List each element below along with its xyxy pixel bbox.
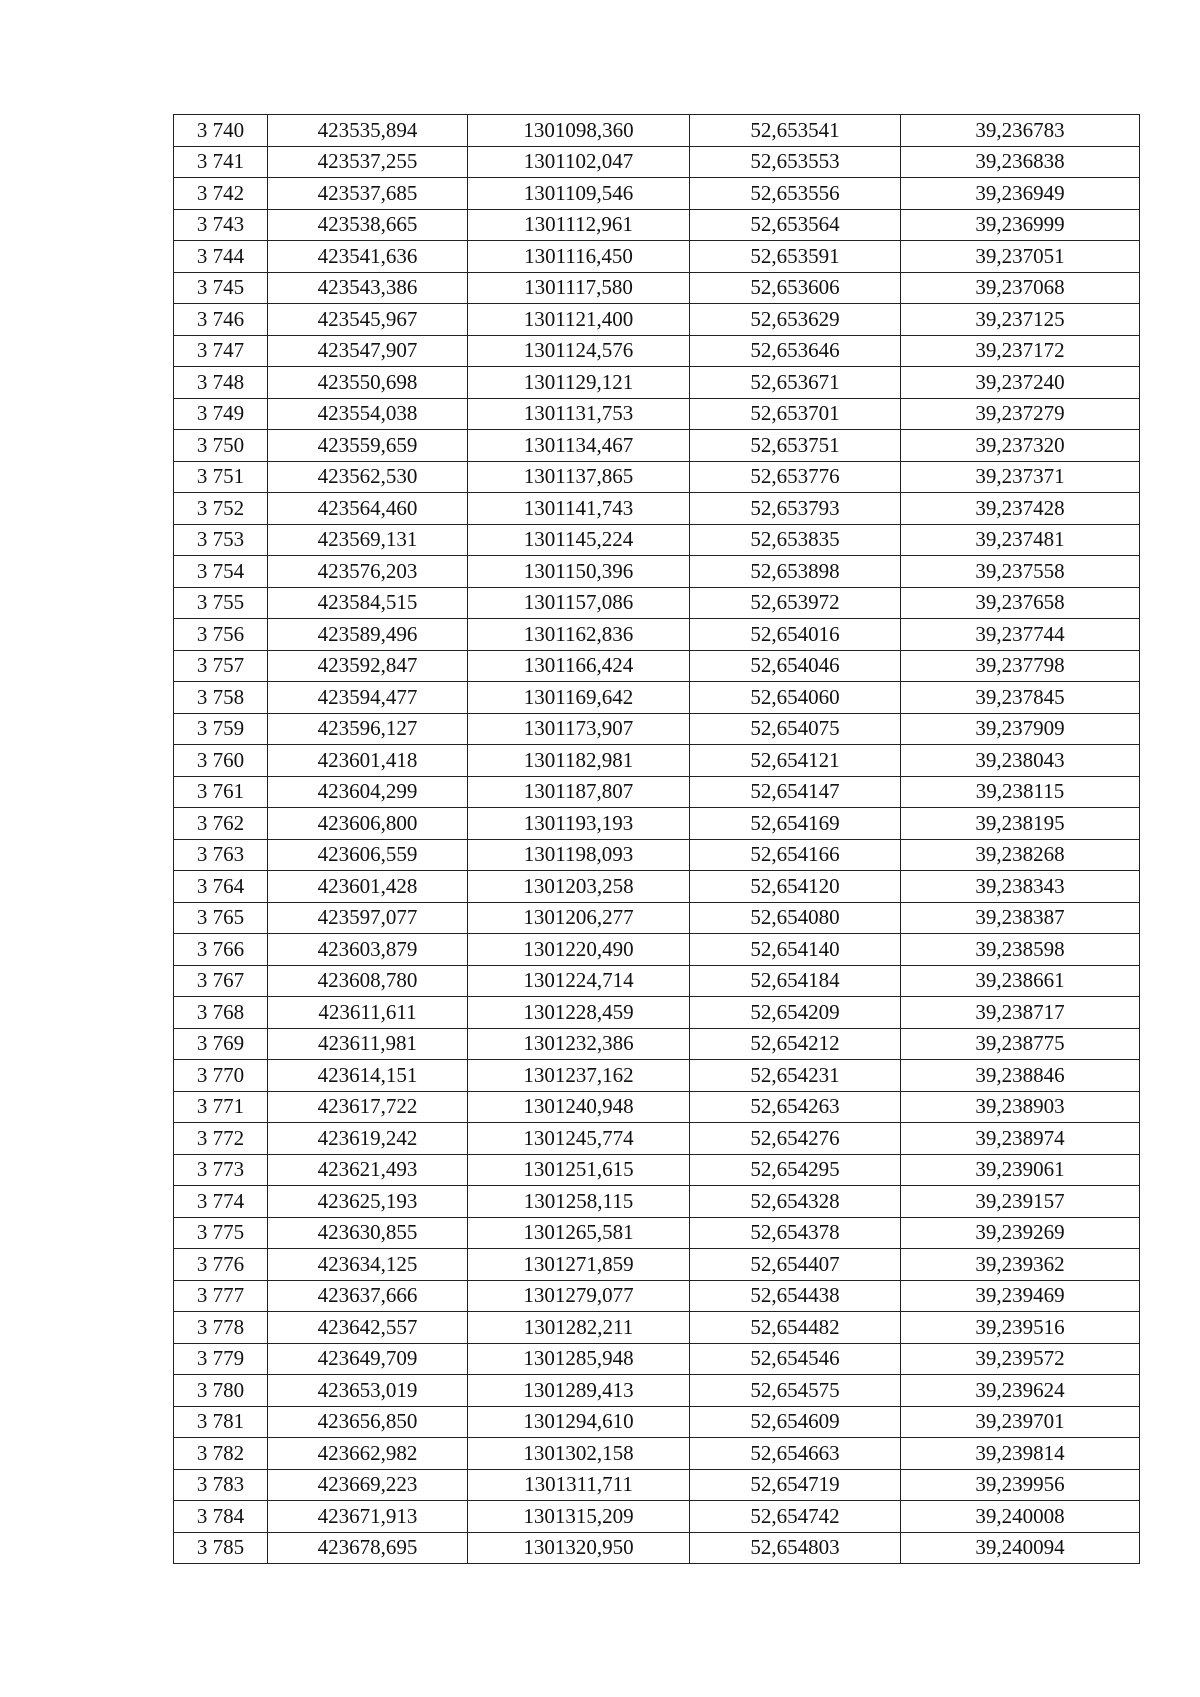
longitude-cell: 39,240094 (901, 1532, 1140, 1564)
point-number-cell: 3 756 (174, 619, 268, 651)
latitude-cell: 52,654276 (690, 1123, 901, 1155)
latitude-cell: 52,654407 (690, 1249, 901, 1281)
latitude-cell: 52,654378 (690, 1217, 901, 1249)
table-row (174, 1438, 1140, 1470)
longitude-cell: 39,239157 (901, 1186, 1140, 1218)
table-row (174, 1375, 1140, 1407)
point-number-cell: 3 781 (174, 1406, 268, 1438)
y-coordinate-cell: 1301302,158 (468, 1438, 690, 1470)
latitude-cell: 52,654609 (690, 1406, 901, 1438)
table-row (174, 682, 1140, 714)
x-coordinate-cell: 423559,659 (268, 430, 468, 462)
y-coordinate-cell: 1301320,950 (468, 1532, 690, 1564)
table-row (174, 1280, 1140, 1312)
point-number-cell: 3 761 (174, 776, 268, 808)
y-coordinate-cell: 1301102,047 (468, 146, 690, 178)
point-number-cell: 3 776 (174, 1249, 268, 1281)
x-coordinate-cell: 423569,131 (268, 524, 468, 556)
latitude-cell: 52,653541 (690, 115, 901, 147)
point-number-cell: 3 744 (174, 241, 268, 273)
point-number-cell: 3 752 (174, 493, 268, 525)
table-row (174, 304, 1140, 336)
x-coordinate-cell: 423541,636 (268, 241, 468, 273)
y-coordinate-cell: 1301251,615 (468, 1154, 690, 1186)
latitude-cell: 52,654328 (690, 1186, 901, 1218)
x-coordinate-cell: 423653,019 (268, 1375, 468, 1407)
latitude-cell: 52,653671 (690, 367, 901, 399)
table-row (174, 1060, 1140, 1092)
latitude-cell: 52,654719 (690, 1469, 901, 1501)
longitude-cell: 39,237909 (901, 713, 1140, 745)
y-coordinate-cell: 1301271,859 (468, 1249, 690, 1281)
longitude-cell: 39,238115 (901, 776, 1140, 808)
latitude-cell: 52,654184 (690, 965, 901, 997)
y-coordinate-cell: 1301245,774 (468, 1123, 690, 1155)
latitude-cell: 52,654231 (690, 1060, 901, 1092)
longitude-cell: 39,239624 (901, 1375, 1140, 1407)
y-coordinate-cell: 1301220,490 (468, 934, 690, 966)
table-row (174, 335, 1140, 367)
table-row (174, 745, 1140, 777)
latitude-cell: 52,654075 (690, 713, 901, 745)
y-coordinate-cell: 1301098,360 (468, 115, 690, 147)
latitude-cell: 52,654140 (690, 934, 901, 966)
point-number-cell: 3 773 (174, 1154, 268, 1186)
table-row (174, 965, 1140, 997)
y-coordinate-cell: 1301117,580 (468, 272, 690, 304)
longitude-cell: 39,239572 (901, 1343, 1140, 1375)
point-number-cell: 3 768 (174, 997, 268, 1029)
point-number-cell: 3 779 (174, 1343, 268, 1375)
latitude-cell: 52,653564 (690, 209, 901, 241)
table-row (174, 367, 1140, 399)
latitude-cell: 52,654742 (690, 1501, 901, 1533)
longitude-cell: 39,238903 (901, 1091, 1140, 1123)
x-coordinate-cell: 423621,493 (268, 1154, 468, 1186)
x-coordinate-cell: 423554,038 (268, 398, 468, 430)
x-coordinate-cell: 423576,203 (268, 556, 468, 588)
point-number-cell: 3 750 (174, 430, 268, 462)
x-coordinate-cell: 423625,193 (268, 1186, 468, 1218)
x-coordinate-cell: 423656,850 (268, 1406, 468, 1438)
latitude-cell: 52,654803 (690, 1532, 901, 1564)
point-number-cell: 3 783 (174, 1469, 268, 1501)
y-coordinate-cell: 1301173,907 (468, 713, 690, 745)
longitude-cell: 39,238974 (901, 1123, 1140, 1155)
longitude-cell: 39,239061 (901, 1154, 1140, 1186)
y-coordinate-cell: 1301198,093 (468, 839, 690, 871)
x-coordinate-cell: 423642,557 (268, 1312, 468, 1344)
longitude-cell: 39,237172 (901, 335, 1140, 367)
point-number-cell: 3 746 (174, 304, 268, 336)
point-number-cell: 3 780 (174, 1375, 268, 1407)
point-number-cell: 3 743 (174, 209, 268, 241)
point-number-cell: 3 753 (174, 524, 268, 556)
table-row (174, 524, 1140, 556)
y-coordinate-cell: 1301109,546 (468, 178, 690, 210)
longitude-cell: 39,236949 (901, 178, 1140, 210)
table-row (174, 839, 1140, 871)
longitude-cell: 39,237320 (901, 430, 1140, 462)
longitude-cell: 39,237744 (901, 619, 1140, 651)
x-coordinate-cell: 423535,894 (268, 115, 468, 147)
point-number-cell: 3 757 (174, 650, 268, 682)
table-row (174, 1154, 1140, 1186)
latitude-cell: 52,653629 (690, 304, 901, 336)
table-row (174, 902, 1140, 934)
point-number-cell: 3 778 (174, 1312, 268, 1344)
x-coordinate-cell: 423669,223 (268, 1469, 468, 1501)
x-coordinate-cell: 423596,127 (268, 713, 468, 745)
latitude-cell: 52,654295 (690, 1154, 901, 1186)
table-row (174, 619, 1140, 651)
x-coordinate-cell: 423678,695 (268, 1532, 468, 1564)
y-coordinate-cell: 1301206,277 (468, 902, 690, 934)
x-coordinate-cell: 423547,907 (268, 335, 468, 367)
point-number-cell: 3 764 (174, 871, 268, 903)
longitude-cell: 39,238661 (901, 965, 1140, 997)
y-coordinate-cell: 1301166,424 (468, 650, 690, 682)
table-row (174, 398, 1140, 430)
latitude-cell: 52,654212 (690, 1028, 901, 1060)
y-coordinate-cell: 1301162,836 (468, 619, 690, 651)
table-row (174, 587, 1140, 619)
point-number-cell: 3 751 (174, 461, 268, 493)
y-coordinate-cell: 1301232,386 (468, 1028, 690, 1060)
point-number-cell: 3 745 (174, 272, 268, 304)
longitude-cell: 39,237240 (901, 367, 1140, 399)
x-coordinate-cell: 423550,698 (268, 367, 468, 399)
y-coordinate-cell: 1301145,224 (468, 524, 690, 556)
point-number-cell: 3 771 (174, 1091, 268, 1123)
table-row (174, 997, 1140, 1029)
x-coordinate-cell: 423543,386 (268, 272, 468, 304)
longitude-cell: 39,237481 (901, 524, 1140, 556)
x-coordinate-cell: 423619,242 (268, 1123, 468, 1155)
x-coordinate-cell: 423614,151 (268, 1060, 468, 1092)
x-coordinate-cell: 423649,709 (268, 1343, 468, 1375)
point-number-cell: 3 775 (174, 1217, 268, 1249)
table-row (174, 461, 1140, 493)
longitude-cell: 39,238717 (901, 997, 1140, 1029)
x-coordinate-cell: 423611,611 (268, 997, 468, 1029)
latitude-cell: 52,653606 (690, 272, 901, 304)
y-coordinate-cell: 1301112,961 (468, 209, 690, 241)
x-coordinate-cell: 423611,981 (268, 1028, 468, 1060)
longitude-cell: 39,239701 (901, 1406, 1140, 1438)
point-number-cell: 3 774 (174, 1186, 268, 1218)
x-coordinate-cell: 423592,847 (268, 650, 468, 682)
latitude-cell: 52,654046 (690, 650, 901, 682)
y-coordinate-cell: 1301289,413 (468, 1375, 690, 1407)
latitude-cell: 52,653591 (690, 241, 901, 273)
longitude-cell: 39,237068 (901, 272, 1140, 304)
x-coordinate-cell: 423617,722 (268, 1091, 468, 1123)
latitude-cell: 52,654080 (690, 902, 901, 934)
table-row (174, 934, 1140, 966)
point-number-cell: 3 747 (174, 335, 268, 367)
longitude-cell: 39,237845 (901, 682, 1140, 714)
longitude-cell: 39,237371 (901, 461, 1140, 493)
latitude-cell: 52,653553 (690, 146, 901, 178)
y-coordinate-cell: 1301150,396 (468, 556, 690, 588)
longitude-cell: 39,239362 (901, 1249, 1140, 1281)
longitude-cell: 39,238846 (901, 1060, 1140, 1092)
x-coordinate-cell: 423584,515 (268, 587, 468, 619)
table-row (174, 1091, 1140, 1123)
point-number-cell: 3 785 (174, 1532, 268, 1564)
x-coordinate-cell: 423606,800 (268, 808, 468, 840)
y-coordinate-cell: 1301137,865 (468, 461, 690, 493)
point-number-cell: 3 740 (174, 115, 268, 147)
y-coordinate-cell: 1301285,948 (468, 1343, 690, 1375)
coordinates-table-body (174, 115, 1140, 1564)
x-coordinate-cell: 423597,077 (268, 902, 468, 934)
x-coordinate-cell: 423564,460 (268, 493, 468, 525)
x-coordinate-cell: 423538,665 (268, 209, 468, 241)
y-coordinate-cell: 1301282,211 (468, 1312, 690, 1344)
table-row (174, 115, 1140, 147)
longitude-cell: 39,238343 (901, 871, 1140, 903)
table-row (174, 272, 1140, 304)
point-number-cell: 3 741 (174, 146, 268, 178)
latitude-cell: 52,654438 (690, 1280, 901, 1312)
point-number-cell: 3 749 (174, 398, 268, 430)
latitude-cell: 52,653701 (690, 398, 901, 430)
latitude-cell: 52,653898 (690, 556, 901, 588)
point-number-cell: 3 748 (174, 367, 268, 399)
y-coordinate-cell: 1301129,121 (468, 367, 690, 399)
y-coordinate-cell: 1301169,642 (468, 682, 690, 714)
table-row (174, 493, 1140, 525)
table-row (174, 430, 1140, 462)
latitude-cell: 52,654209 (690, 997, 901, 1029)
table-row (174, 178, 1140, 210)
point-number-cell: 3 763 (174, 839, 268, 871)
point-number-cell: 3 758 (174, 682, 268, 714)
table-row (174, 209, 1140, 241)
x-coordinate-cell: 423606,559 (268, 839, 468, 871)
x-coordinate-cell: 423604,299 (268, 776, 468, 808)
table-row (174, 650, 1140, 682)
latitude-cell: 52,654016 (690, 619, 901, 651)
x-coordinate-cell: 423671,913 (268, 1501, 468, 1533)
point-number-cell: 3 766 (174, 934, 268, 966)
longitude-cell: 39,238268 (901, 839, 1140, 871)
latitude-cell: 52,653646 (690, 335, 901, 367)
longitude-cell: 39,237558 (901, 556, 1140, 588)
point-number-cell: 3 769 (174, 1028, 268, 1060)
table-row (174, 1186, 1140, 1218)
y-coordinate-cell: 1301237,162 (468, 1060, 690, 1092)
longitude-cell: 39,237658 (901, 587, 1140, 619)
latitude-cell: 52,653793 (690, 493, 901, 525)
x-coordinate-cell: 423537,255 (268, 146, 468, 178)
table-row (174, 1406, 1140, 1438)
table-row (174, 776, 1140, 808)
table-row (174, 1469, 1140, 1501)
longitude-cell: 39,238598 (901, 934, 1140, 966)
longitude-cell: 39,239814 (901, 1438, 1140, 1470)
longitude-cell: 39,237428 (901, 493, 1140, 525)
y-coordinate-cell: 1301224,714 (468, 965, 690, 997)
table-row (174, 1312, 1140, 1344)
longitude-cell: 39,236999 (901, 209, 1140, 241)
latitude-cell: 52,653835 (690, 524, 901, 556)
y-coordinate-cell: 1301258,115 (468, 1186, 690, 1218)
y-coordinate-cell: 1301203,258 (468, 871, 690, 903)
table-row (174, 146, 1140, 178)
y-coordinate-cell: 1301121,400 (468, 304, 690, 336)
x-coordinate-cell: 423608,780 (268, 965, 468, 997)
latitude-cell: 52,654060 (690, 682, 901, 714)
point-number-cell: 3 742 (174, 178, 268, 210)
latitude-cell: 52,654147 (690, 776, 901, 808)
longitude-cell: 39,237125 (901, 304, 1140, 336)
x-coordinate-cell: 423601,428 (268, 871, 468, 903)
point-number-cell: 3 767 (174, 965, 268, 997)
table-row (174, 1532, 1140, 1564)
table-row (174, 713, 1140, 745)
x-coordinate-cell: 423637,666 (268, 1280, 468, 1312)
x-coordinate-cell: 423537,685 (268, 178, 468, 210)
point-number-cell: 3 772 (174, 1123, 268, 1155)
longitude-cell: 39,238775 (901, 1028, 1140, 1060)
y-coordinate-cell: 1301279,077 (468, 1280, 690, 1312)
latitude-cell: 52,653556 (690, 178, 901, 210)
x-coordinate-cell: 423589,496 (268, 619, 468, 651)
longitude-cell: 39,238043 (901, 745, 1140, 777)
table-row (174, 1123, 1140, 1155)
point-number-cell: 3 759 (174, 713, 268, 745)
x-coordinate-cell: 423562,530 (268, 461, 468, 493)
longitude-cell: 39,237798 (901, 650, 1140, 682)
table-row (174, 1343, 1140, 1375)
latitude-cell: 52,654169 (690, 808, 901, 840)
latitude-cell: 52,654121 (690, 745, 901, 777)
point-number-cell: 3 770 (174, 1060, 268, 1092)
x-coordinate-cell: 423603,879 (268, 934, 468, 966)
table-row (174, 241, 1140, 273)
table-row (174, 1501, 1140, 1533)
latitude-cell: 52,654263 (690, 1091, 901, 1123)
latitude-cell: 52,653751 (690, 430, 901, 462)
longitude-cell: 39,236783 (901, 115, 1140, 147)
y-coordinate-cell: 1301265,581 (468, 1217, 690, 1249)
coordinates-table (173, 114, 1140, 1564)
longitude-cell: 39,238195 (901, 808, 1140, 840)
longitude-cell: 39,237279 (901, 398, 1140, 430)
longitude-cell: 39,238387 (901, 902, 1140, 934)
latitude-cell: 52,654166 (690, 839, 901, 871)
point-number-cell: 3 754 (174, 556, 268, 588)
point-number-cell: 3 765 (174, 902, 268, 934)
latitude-cell: 52,653776 (690, 461, 901, 493)
table-row (174, 556, 1140, 588)
table-row (174, 808, 1140, 840)
y-coordinate-cell: 1301182,981 (468, 745, 690, 777)
point-number-cell: 3 755 (174, 587, 268, 619)
longitude-cell: 39,239516 (901, 1312, 1140, 1344)
y-coordinate-cell: 1301141,743 (468, 493, 690, 525)
latitude-cell: 52,654575 (690, 1375, 901, 1407)
latitude-cell: 52,654663 (690, 1438, 901, 1470)
y-coordinate-cell: 1301228,459 (468, 997, 690, 1029)
x-coordinate-cell: 423634,125 (268, 1249, 468, 1281)
longitude-cell: 39,236838 (901, 146, 1140, 178)
y-coordinate-cell: 1301311,711 (468, 1469, 690, 1501)
latitude-cell: 52,654546 (690, 1343, 901, 1375)
table-row (174, 871, 1140, 903)
x-coordinate-cell: 423594,477 (268, 682, 468, 714)
y-coordinate-cell: 1301131,753 (468, 398, 690, 430)
latitude-cell: 52,654482 (690, 1312, 901, 1344)
y-coordinate-cell: 1301124,576 (468, 335, 690, 367)
point-number-cell: 3 760 (174, 745, 268, 777)
x-coordinate-cell: 423662,982 (268, 1438, 468, 1470)
y-coordinate-cell: 1301157,086 (468, 587, 690, 619)
x-coordinate-cell: 423630,855 (268, 1217, 468, 1249)
y-coordinate-cell: 1301294,610 (468, 1406, 690, 1438)
latitude-cell: 52,654120 (690, 871, 901, 903)
point-number-cell: 3 784 (174, 1501, 268, 1533)
y-coordinate-cell: 1301315,209 (468, 1501, 690, 1533)
point-number-cell: 3 762 (174, 808, 268, 840)
point-number-cell: 3 777 (174, 1280, 268, 1312)
longitude-cell: 39,239469 (901, 1280, 1140, 1312)
x-coordinate-cell: 423601,418 (268, 745, 468, 777)
longitude-cell: 39,240008 (901, 1501, 1140, 1533)
table-row (174, 1217, 1140, 1249)
y-coordinate-cell: 1301187,807 (468, 776, 690, 808)
y-coordinate-cell: 1301240,948 (468, 1091, 690, 1123)
y-coordinate-cell: 1301193,193 (468, 808, 690, 840)
y-coordinate-cell: 1301116,450 (468, 241, 690, 273)
y-coordinate-cell: 1301134,467 (468, 430, 690, 462)
table-row (174, 1028, 1140, 1060)
table-row (174, 1249, 1140, 1281)
longitude-cell: 39,239956 (901, 1469, 1140, 1501)
point-number-cell: 3 782 (174, 1438, 268, 1470)
x-coordinate-cell: 423545,967 (268, 304, 468, 336)
latitude-cell: 52,653972 (690, 587, 901, 619)
longitude-cell: 39,239269 (901, 1217, 1140, 1249)
longitude-cell: 39,237051 (901, 241, 1140, 273)
